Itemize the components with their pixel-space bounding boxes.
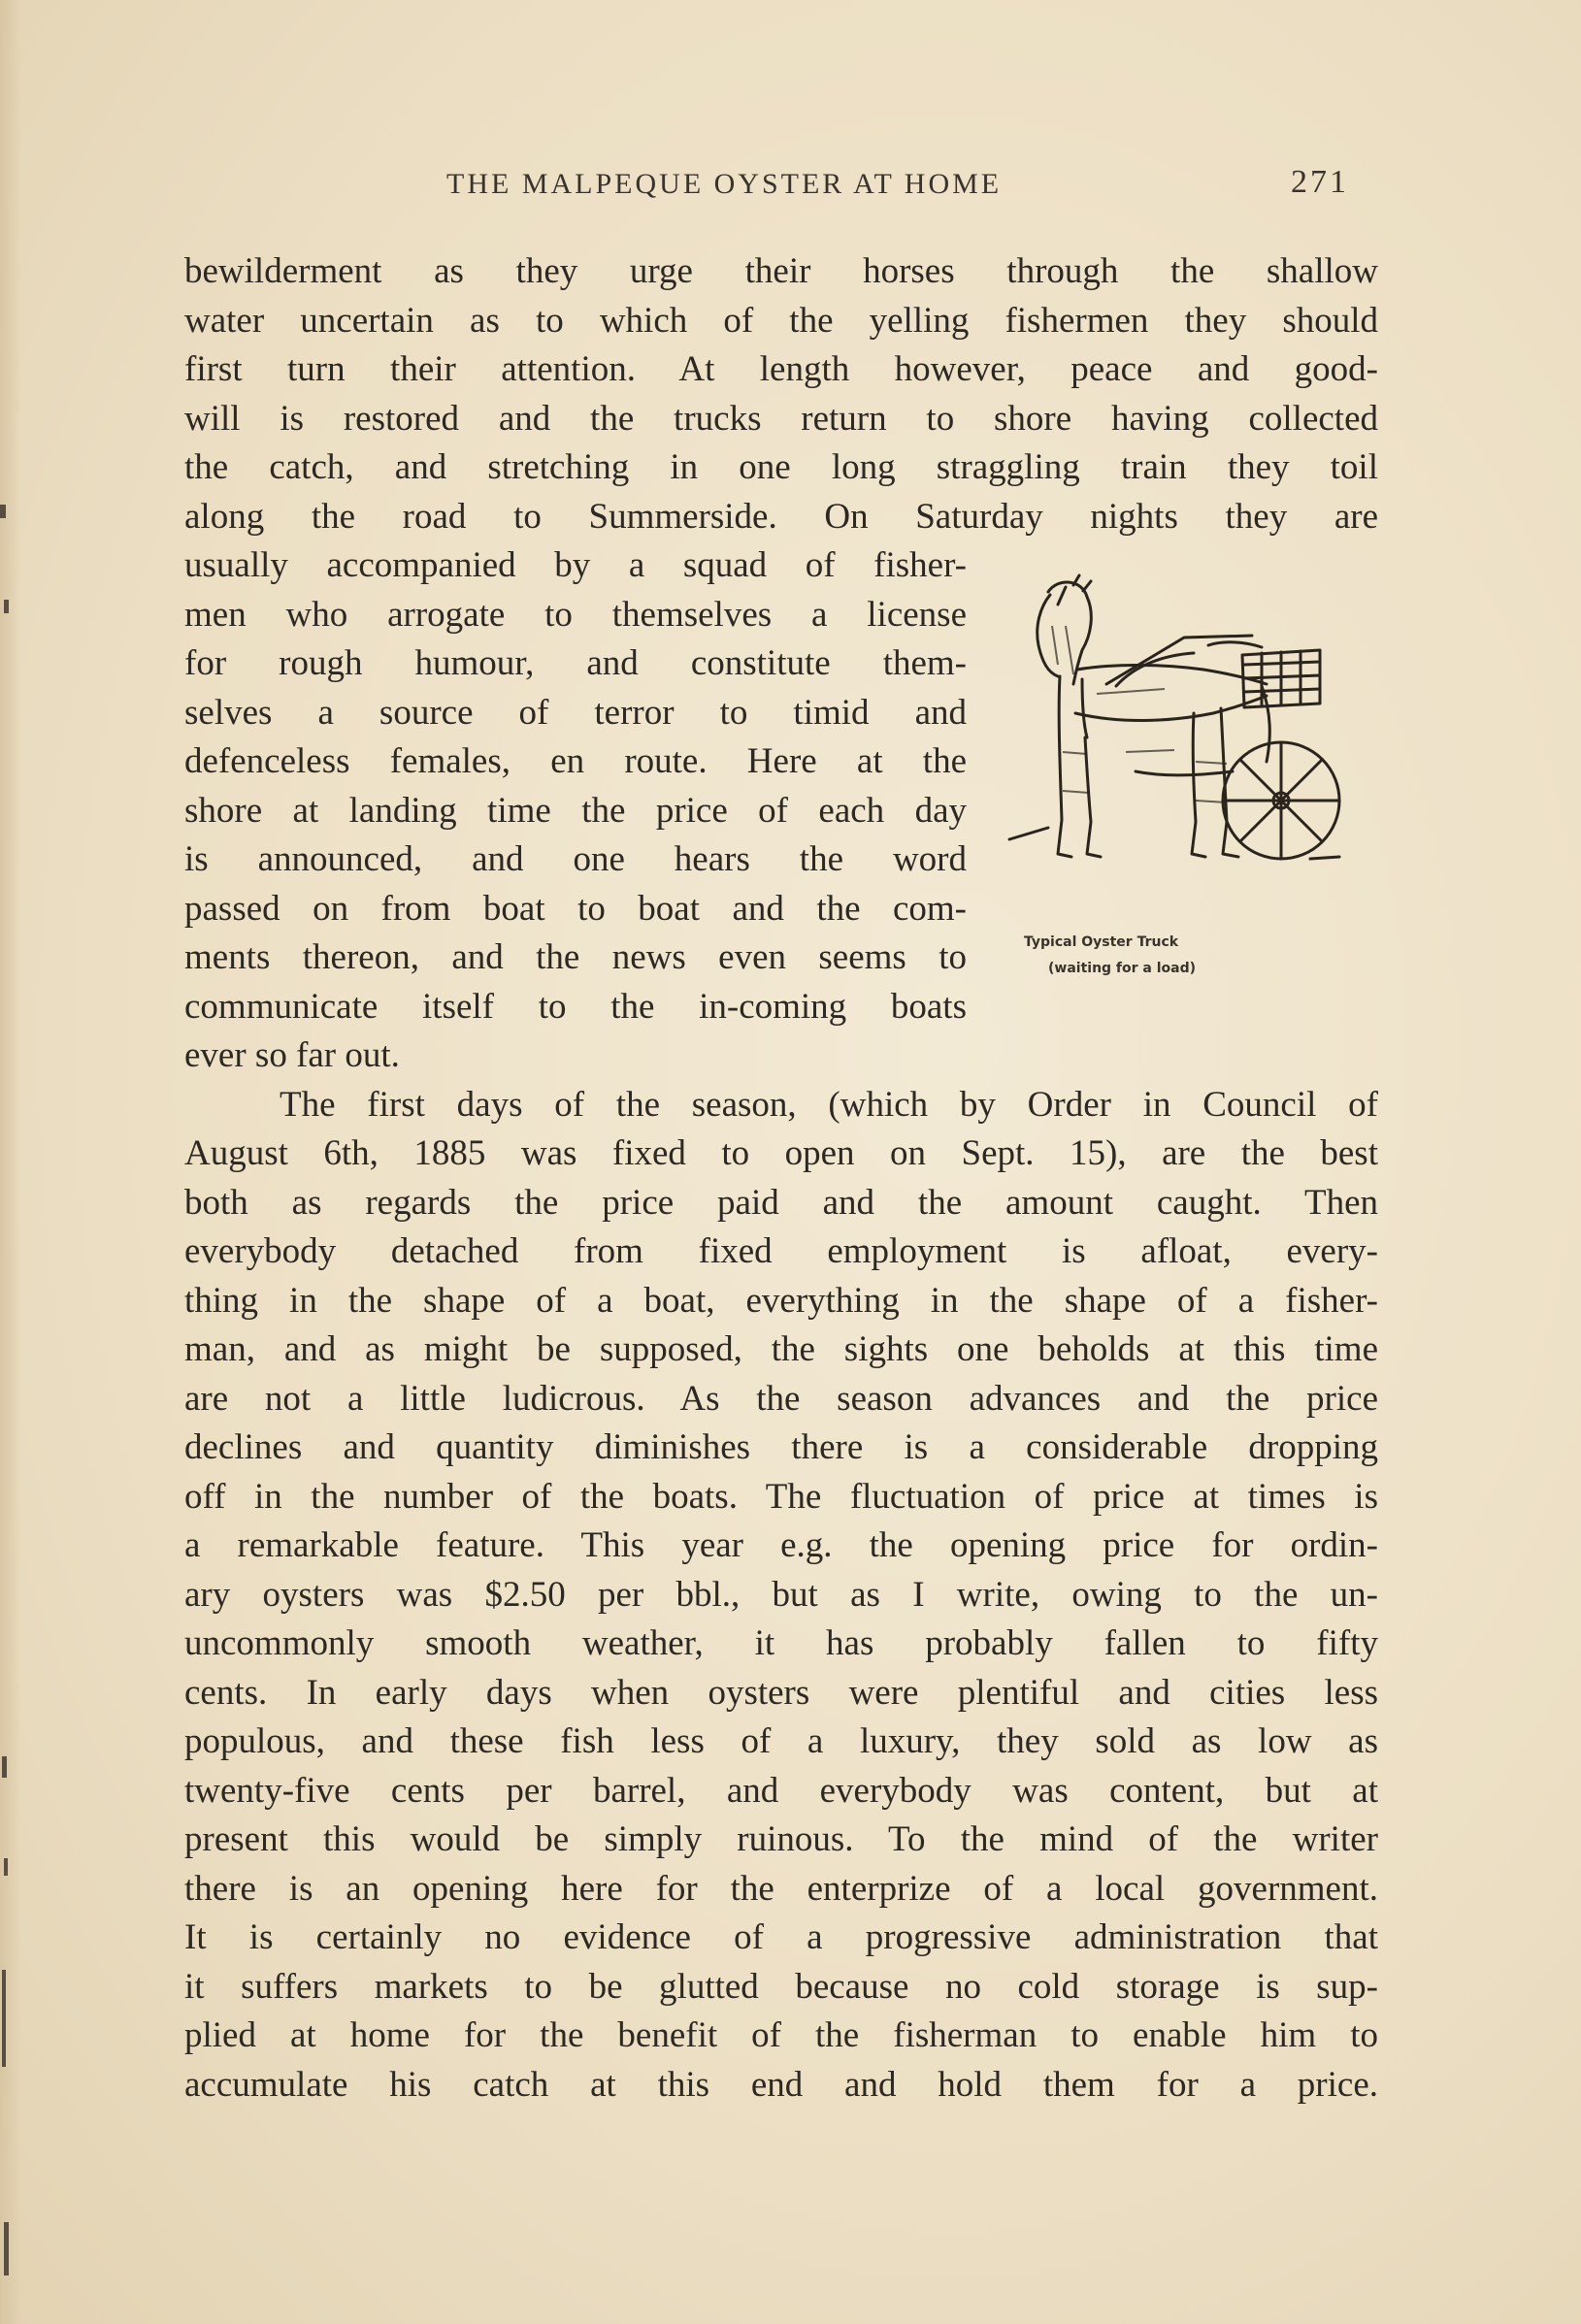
text-line: water uncertain as to which of the yelling fishermen they should [184,300,1378,341]
horse-and-cart-sketch [990,568,1378,927]
text-line: plied at home for the benefit of the fisherman to enable him to [184,2015,1378,2055]
text-line: usually accompanied by a squad of fisher- [184,545,967,585]
text-line: there is an opening here for the enterprize of a local government. [184,1868,1378,1909]
text-line: declines and quantity diminishes there is a considerable dropping [184,1427,1378,1467]
figure-caption-line-1: Typical Oyster Truck [1024,934,1179,950]
text-line: passed on from boat to boat and the com- [184,888,967,929]
text-line: defenceless females, en route. Here at the [184,741,967,781]
text-line: for rough humour, and constitute them- [184,643,967,683]
text-line: It is certainly no evidence of a progressive administration that [184,1917,1378,1957]
margin-mark [4,1858,8,1876]
text-line: is announced, and one hears the word [184,839,967,879]
text-line: off in the number of the boats. The fluctuation of price at times is [184,1476,1378,1517]
text-line: August 6th, 1885 was fixed to open on Sept. 15), are the best [184,1133,1378,1173]
running-header [184,160,1378,209]
text-line: men who arrogate to themselves a license [184,594,967,635]
text-line: along the road to Summerside. On Saturday nights they are [184,496,1378,537]
margin-mark [2,1756,7,1778]
figure-caption-line-2: (waiting for a load) [1048,961,1197,976]
body-text [184,247,1378,2110]
page-number: 271 [1291,164,1349,200]
text-line: first turn their attention. At length however, peace and good- [184,349,1378,389]
text-line: it suffers markets to be glutted because no cold storage is sup- [184,1966,1378,2007]
text-line: thing in the shape of a boat, everything in the shape of a fisher- [184,1280,1378,1321]
text-line: uncommonly smooth weather, it has probably fallen to fifty [184,1623,1378,1663]
text-line: communicate itself to the in-coming boats [184,986,967,1027]
text-line: man, and as might be supposed, the sights one beholds at this time [184,1329,1378,1369]
text-line: ever so far out. [184,1035,400,1075]
text-line: will is restored and the trucks return to shore having collected [184,398,1378,439]
margin-mark [2,1970,6,2067]
text-line: everybody detached from fixed employment is afloat, every- [184,1231,1378,1271]
text-line: twenty-five cents per barrel, and everybody was content, but at [184,1770,1378,1811]
text-line: populous, and these fish less of a luxury, they sold as low as [184,1721,1378,1761]
text-line: present this would be simply ruinous. To the mind of the writer [184,1819,1378,1859]
text-line: ary oysters was $2.50 per bbl., but as I write, owing to the un- [184,1574,1378,1615]
text-line: shore at landing time the price of each day [184,790,967,831]
text-line: the catch, and stretching in one long straggling train they toil [184,447,1378,487]
text-line: are not a little ludicrous. As the season advances and the price [184,1378,1378,1419]
text-line: accumulate his catch at this end and hold them for a price. [184,2064,1378,2105]
running-title: THE MALPEQUE OYSTER AT HOME [446,168,1003,200]
margin-mark [4,600,9,613]
text-line: ments thereon, and the news even seems to [184,937,967,977]
text-line: The first days of the season, (which by Order in Council of [280,1084,1378,1125]
margin-mark [4,2222,9,2275]
text-line: both as regards the price paid and the amount caught. Then [184,1182,1378,1223]
text-line: bewilderment as they urge their horses through the shallow [184,251,1378,291]
text-line: a remarkable feature. This year e.g. the opening price for ordin- [184,1525,1378,1565]
text-line: cents. In early days when oysters were plentiful and cities less [184,1672,1378,1713]
oyster-truck-illustration [990,568,1378,995]
margin-mark [0,505,6,518]
text-line: selves a source of terror to timid and [184,692,967,733]
